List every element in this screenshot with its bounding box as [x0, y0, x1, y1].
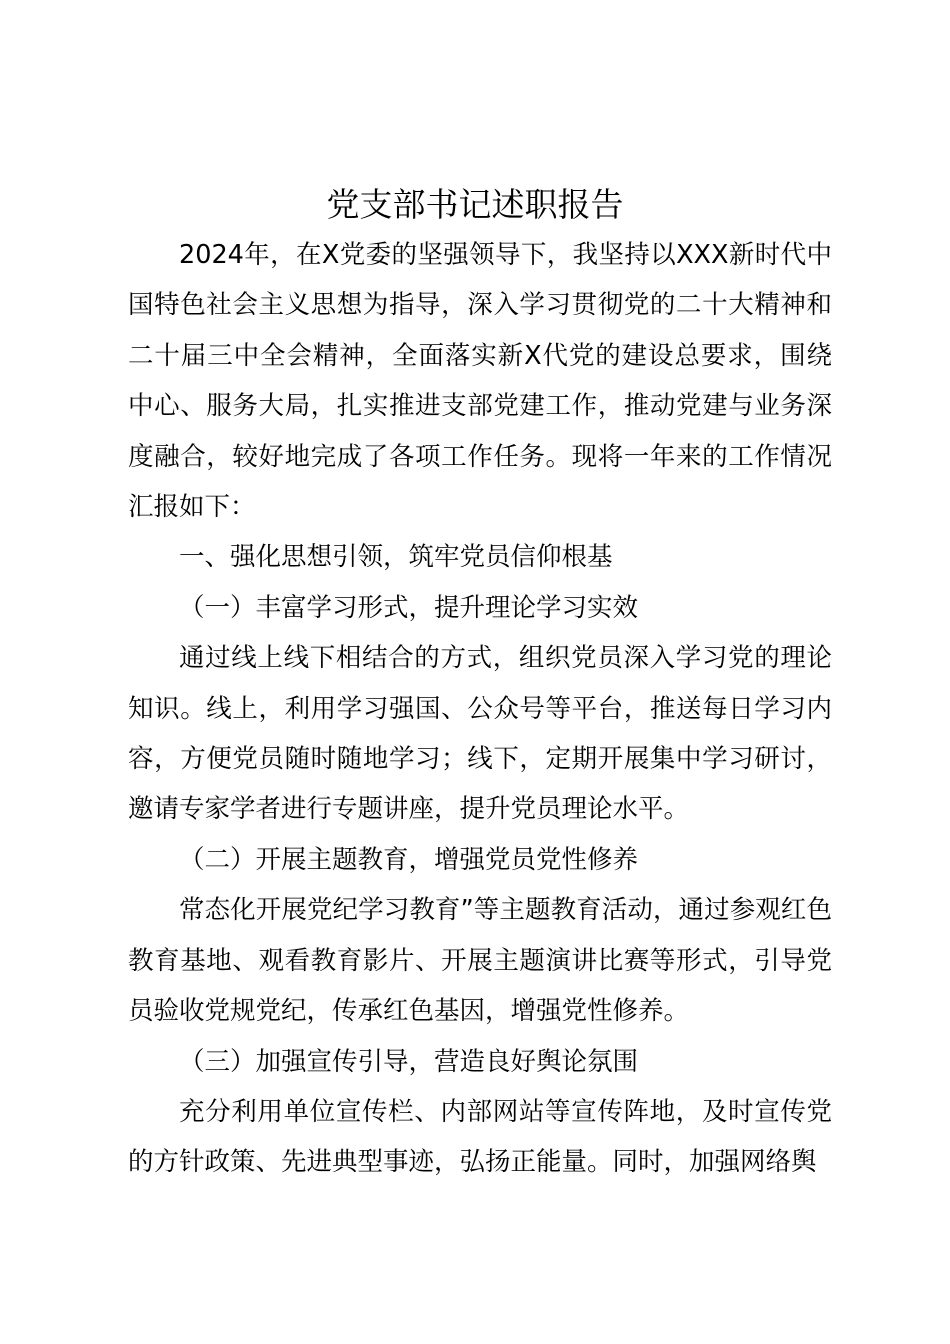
- body-paragraph-3: 充分利用单位宣传栏、内部网站等宣传阵地，及时宣传党的方针政策、先进典型事迹，弘扬正能量。同时，加强网络舆: [128, 1096, 832, 1178]
- section-heading-1: 一、强化思想引领，筑牢党员信仰根基: [179, 542, 613, 573]
- document-title: 党支部书记述职报告: [326, 185, 624, 224]
- intro-paragraph: 2024年，在X党委的坚强领导下，我坚持以XXX新时代中国特色社会主义思想为指导，深入学习贯彻党的二十大精神和二十届三中全会精神，全面落实新X代党的建设总要求，围绕中心、服务大局，扎实推进支部党建工作，推动党建与业务深度融合，较好地完成了各项工作任务。现将一年来的工作情况汇报如下：: [128, 240, 832, 523]
- body-paragraph-2: 常态化开展党纪学习教育”等主题教育活动，通过参观红色教育基地、观看教育影片、开展主题演讲比赛等形式，引导党员验收党规党纪，传承红色基因，增强党性修养。: [128, 895, 832, 1027]
- subsection-heading-2: （二）开展主题教育，增强党员党性修养: [179, 844, 639, 875]
- subsection-heading-1: （一）丰富学习形式，提升理论学习实效: [179, 592, 639, 623]
- body-paragraph-1: 通过线上线下相结合的方式，组织党员深入学习党的理论知识。线上，利用学习强国、公众号等平台，推送每日学习内容，方便党员随时随地学习；线下，定期开展集中学习研讨，邀请专家学者进行专题讲座，提升党员理论水平。: [128, 643, 832, 825]
- document-body: [128, 230, 832, 1188]
- subsection-heading-3: （三）加强宣传引导，营造良好舆论氛围: [179, 1046, 639, 1077]
